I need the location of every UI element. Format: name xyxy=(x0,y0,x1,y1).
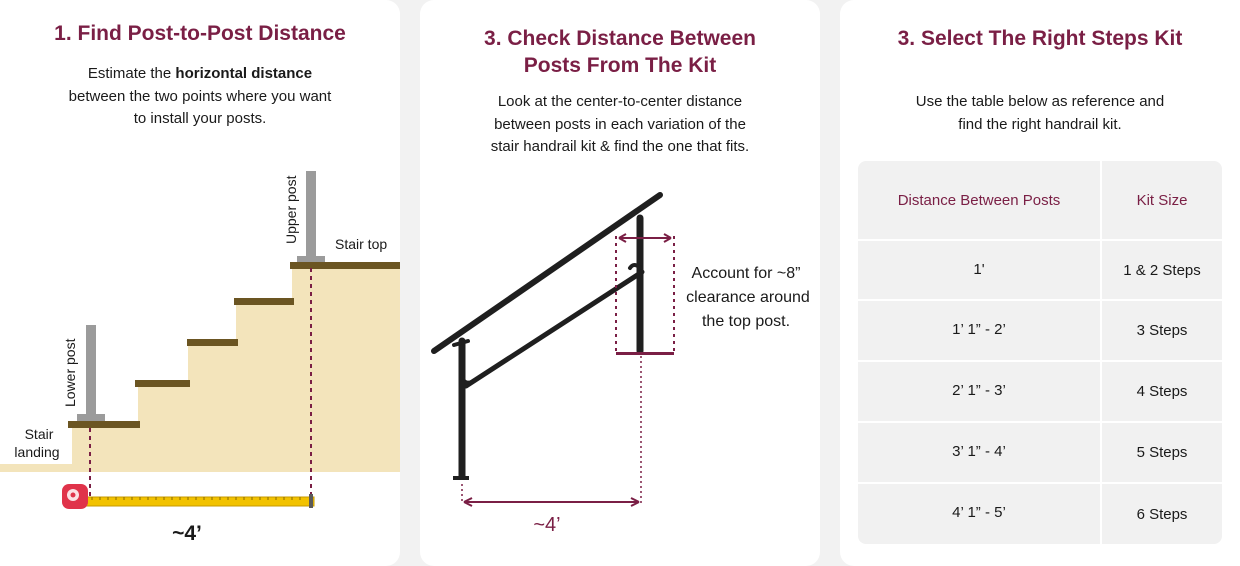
upper-post-base xyxy=(297,256,325,262)
desc-line2: find the right handrail kit. xyxy=(958,115,1122,133)
panel-select-kit xyxy=(840,0,1240,566)
lower-post-base xyxy=(77,414,105,421)
table-row xyxy=(858,484,1222,544)
desc-line2: between posts in each variation of the xyxy=(494,115,746,133)
cell-distance: 2’ 1” - 3’ xyxy=(952,382,1006,399)
table-row xyxy=(858,423,1222,482)
panel-check-distance xyxy=(420,0,820,566)
label-lower-post: Lower post xyxy=(62,338,78,407)
cell-kit-size: 4 Steps xyxy=(1136,383,1188,400)
cell-kit-size: 5 Steps xyxy=(1136,444,1188,461)
tape-measure-icon xyxy=(62,484,88,509)
desc-line3: stair handrail kit & find the one that fits. xyxy=(490,138,750,155)
header-distance: Distance Between Posts xyxy=(897,191,1061,209)
desc-prefix: Estimate the xyxy=(87,65,176,82)
desc-bold: horizontal distance xyxy=(175,65,313,82)
lower-post-foot xyxy=(453,476,469,480)
panel3-description xyxy=(840,91,1240,136)
lower-post xyxy=(86,325,96,416)
panel1-title: 1. Find Post-to-Post Distance xyxy=(54,22,346,45)
cell-kit-size: 3 Steps xyxy=(1136,322,1188,339)
desc-line2: between the two points where you want xyxy=(68,87,332,105)
cell-distance: 3’ 1” - 4’ xyxy=(952,443,1006,460)
cell-distance: 1’ 1” - 2’ xyxy=(952,321,1006,338)
header-kit-size: Kit Size xyxy=(1136,191,1188,209)
upper-post-foot xyxy=(616,352,674,355)
kit-size-table xyxy=(858,161,1222,544)
panel2-title-line2: Posts From The Kit xyxy=(523,54,717,77)
distance-label: ~4’ xyxy=(533,514,561,536)
panel3-title: 3. Select The Right Steps Kit xyxy=(897,27,1183,50)
upper-post xyxy=(306,171,316,259)
tape-blade xyxy=(84,497,314,506)
desc-line3: to install your posts. xyxy=(133,110,267,127)
label-stair-landing-2: landing xyxy=(14,444,60,460)
tread-top xyxy=(290,262,400,269)
table-header-row xyxy=(858,161,1222,239)
tread-2 xyxy=(135,380,190,387)
cell-kit-size: 1 & 2 Steps xyxy=(1123,261,1201,279)
desc-line1: Look at the center-to-center distance xyxy=(497,93,743,110)
label-stair-top: Stair top xyxy=(335,236,388,252)
cell-distance: 4’ 1” - 5’ xyxy=(952,504,1006,521)
handrail-diagram xyxy=(420,0,820,566)
tread-4 xyxy=(234,298,294,305)
tape-end-hook xyxy=(309,494,313,508)
tread-1 xyxy=(68,421,140,428)
clearance-note-line2: clearance around xyxy=(686,289,810,306)
stair-diagram xyxy=(0,0,400,566)
label-distance: ~4’ xyxy=(172,522,202,545)
table-row xyxy=(858,362,1222,421)
cell-kit-size: 6 Steps xyxy=(1136,505,1188,523)
desc-line1: Use the table below as reference and xyxy=(915,93,1165,110)
label-stair-landing-1: Stair xyxy=(24,426,54,442)
clearance-note-line3: the top post. xyxy=(701,313,791,330)
panel-find-distance xyxy=(0,0,400,566)
cell-distance: 1' xyxy=(973,261,985,278)
tread-3 xyxy=(187,339,238,346)
label-upper-post: Upper post xyxy=(283,175,299,244)
table-row xyxy=(858,241,1222,299)
panel2-title-line1: 3. Check Distance Between xyxy=(484,27,756,50)
stair-body xyxy=(0,265,400,472)
clearance-note-line1: Account for ~8” xyxy=(691,265,801,282)
table-row xyxy=(858,301,1222,360)
column-divider xyxy=(1100,161,1102,544)
